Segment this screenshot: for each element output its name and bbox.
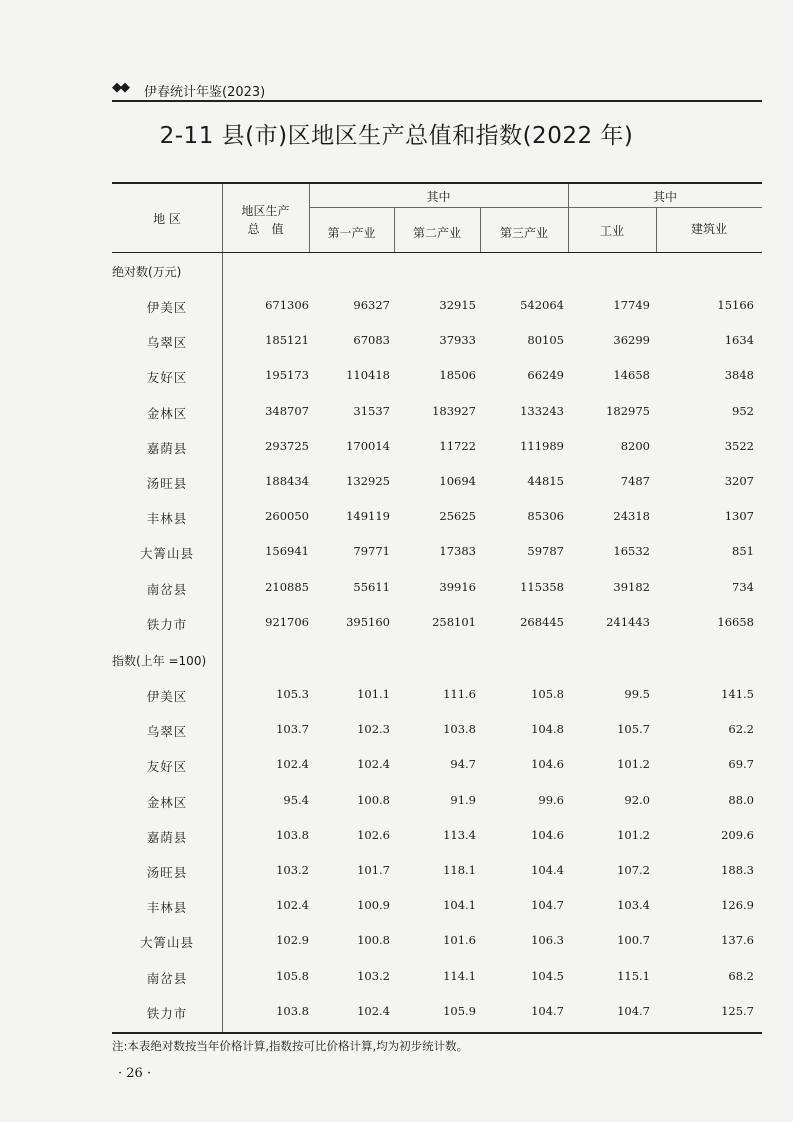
header-group-industries: 其中 xyxy=(426,190,451,204)
region-name: 金林区 xyxy=(146,794,188,810)
table-cell: 103.7 xyxy=(276,722,309,737)
table-cell: 103.8 xyxy=(276,827,309,842)
table-cell: 100.7 xyxy=(617,933,650,948)
table-cell: 31537 xyxy=(353,403,390,418)
table-cell: 55611 xyxy=(353,579,390,594)
table-cell: 105.7 xyxy=(617,722,650,737)
table-cell: 91.9 xyxy=(450,792,476,807)
region-name: 嘉荫县 xyxy=(146,440,188,456)
table-cell: 103.2 xyxy=(357,968,390,983)
table-cell: 182975 xyxy=(606,403,650,418)
table-cell: 17383 xyxy=(439,544,476,559)
header-divider xyxy=(309,207,568,208)
table-cell: 103.4 xyxy=(617,898,650,913)
table-cell: 95.4 xyxy=(283,792,309,807)
table-cell: 1307 xyxy=(724,509,754,524)
table-cell: 68.2 xyxy=(728,968,754,983)
region-name: 南岔县 xyxy=(146,581,188,597)
table-cell: 36299 xyxy=(613,333,650,348)
table-cell: 94.7 xyxy=(450,757,476,772)
table-cell: 37933 xyxy=(439,333,476,348)
table-cell: 113.4 xyxy=(443,827,476,842)
table-cell: 16658 xyxy=(717,614,754,629)
table-cell: 104.8 xyxy=(531,722,564,737)
table-cell: 25625 xyxy=(439,509,476,524)
table-cell: 103.2 xyxy=(276,863,309,877)
table-row xyxy=(112,1004,762,1024)
table-cell: 101.1 xyxy=(357,687,390,701)
page-number: · 26 · xyxy=(118,1066,152,1081)
table-cell: 241443 xyxy=(606,614,650,629)
table-top-rule xyxy=(112,182,762,184)
table-cell: 185121 xyxy=(265,333,309,348)
header-industry: 工业 xyxy=(599,224,624,238)
table-cell: 293725 xyxy=(265,438,309,453)
table-cell: 32915 xyxy=(439,298,476,312)
section-label-index: 指数(上年 =100) xyxy=(112,654,207,668)
table-row xyxy=(112,757,762,777)
table-cell: 149119 xyxy=(346,509,390,524)
table-cell: 11722 xyxy=(439,438,476,453)
table-row xyxy=(112,298,762,318)
table-cell: 210885 xyxy=(265,579,309,594)
table-row xyxy=(112,828,762,848)
table-header-rule xyxy=(112,252,762,253)
table-cell: 156941 xyxy=(265,544,309,559)
section-label-absolute: 绝对数(万元) xyxy=(112,265,182,279)
region-name: 铁力市 xyxy=(146,1005,188,1021)
table-cell: 102.3 xyxy=(357,722,390,737)
table-cell: 104.7 xyxy=(531,1003,564,1018)
table-row xyxy=(112,544,762,564)
diamond-icon: ◆◆ xyxy=(112,80,128,95)
table-cell: 39916 xyxy=(439,579,476,594)
table-cell: 103.8 xyxy=(276,1003,309,1018)
table-cell: 104.5 xyxy=(531,968,564,983)
region-name: 大箐山县 xyxy=(139,546,194,562)
region-name: 汤旺县 xyxy=(146,865,188,880)
table-cell: 258101 xyxy=(432,614,476,629)
table-cell: 88.0 xyxy=(728,792,754,807)
table-cell: 102.4 xyxy=(276,898,309,913)
table-cell: 125.7 xyxy=(721,1003,754,1018)
table-cell: 102.4 xyxy=(276,757,309,772)
table-cell: 115.1 xyxy=(617,968,650,983)
table-cell: 18506 xyxy=(439,368,476,383)
table-cell: 107.2 xyxy=(617,863,650,877)
table-row xyxy=(112,615,762,635)
table-cell: 348707 xyxy=(265,403,309,418)
header-region: 地 区 xyxy=(153,212,181,226)
table-cell: 104.6 xyxy=(531,827,564,842)
table-cell: 268445 xyxy=(520,614,564,629)
header-construction: 建筑业 xyxy=(690,222,727,236)
table-cell: 105.8 xyxy=(531,687,564,701)
table-row xyxy=(112,969,762,989)
table-row xyxy=(112,368,762,388)
table-cell: 104.4 xyxy=(531,863,564,877)
table-cell: 106.3 xyxy=(531,933,564,948)
table-cell: 101.7 xyxy=(357,863,390,877)
table-cell: 85306 xyxy=(527,509,564,524)
region-name: 伊美区 xyxy=(146,689,188,704)
table-cell: 111989 xyxy=(520,438,564,453)
header-secondary: 第二产业 xyxy=(412,226,461,240)
table-cell: 734 xyxy=(732,579,754,594)
table-cell: 66249 xyxy=(527,368,564,383)
table-row xyxy=(112,509,762,529)
table-row xyxy=(112,898,762,918)
header-gdp-line1: 地区生产 xyxy=(241,204,290,218)
table-cell: 100.8 xyxy=(357,933,390,948)
table-cell: 101.6 xyxy=(443,933,476,948)
table-cell: 141.5 xyxy=(721,687,754,701)
table-row xyxy=(112,863,762,883)
region-name: 汤旺县 xyxy=(146,476,188,491)
table-cell: 79771 xyxy=(353,544,390,559)
header-tertiary: 第三产业 xyxy=(499,226,548,240)
header-primary: 第一产业 xyxy=(327,226,376,240)
region-name: 友好区 xyxy=(146,370,188,386)
table-cell: 102.9 xyxy=(276,933,309,948)
region-name: 丰林县 xyxy=(146,511,188,527)
table-cell: 188434 xyxy=(265,474,309,488)
table-cell: 101.2 xyxy=(617,757,650,772)
table-row xyxy=(112,474,762,494)
table-cell: 102.6 xyxy=(357,827,390,842)
header-rule xyxy=(112,100,762,102)
table-cell: 17749 xyxy=(613,298,650,312)
region-name: 乌翠区 xyxy=(146,335,188,351)
table-cell: 183927 xyxy=(432,403,476,418)
table-cell: 14658 xyxy=(613,368,650,383)
table-cell: 104.1 xyxy=(443,898,476,913)
region-name: 金林区 xyxy=(146,405,188,421)
table-cell: 80105 xyxy=(527,333,564,348)
table-cell: 104.6 xyxy=(531,757,564,772)
region-name: 铁力市 xyxy=(146,616,188,632)
table-cell: 67083 xyxy=(353,333,390,348)
table-row xyxy=(112,404,762,424)
table-cell: 103.8 xyxy=(443,722,476,737)
table-cell: 99.6 xyxy=(538,792,564,807)
table-cell: 110418 xyxy=(346,368,390,383)
table-cell: 209.6 xyxy=(721,827,754,842)
table-cell: 104.7 xyxy=(531,898,564,913)
table-cell: 395160 xyxy=(346,614,390,629)
table-cell: 111.6 xyxy=(443,687,476,701)
table-cell: 115358 xyxy=(520,579,564,594)
header-gdp-line2: 总 值 xyxy=(247,222,284,236)
table-cell: 101.2 xyxy=(617,827,650,842)
table-cell: 44815 xyxy=(527,474,564,488)
table-cell: 15166 xyxy=(717,298,754,312)
table-row xyxy=(112,333,762,353)
region-name: 丰林县 xyxy=(146,900,188,916)
table-cell: 100.9 xyxy=(357,898,390,913)
table-cell: 3207 xyxy=(724,474,754,488)
table-row xyxy=(112,439,762,459)
table-cell: 542064 xyxy=(520,298,564,312)
table-cell: 59787 xyxy=(527,544,564,559)
table-cell: 118.1 xyxy=(443,863,476,877)
running-header xyxy=(112,78,762,102)
table-cell: 1634 xyxy=(724,333,754,348)
region-name: 乌翠区 xyxy=(146,724,188,740)
table-cell: 69.7 xyxy=(728,757,754,772)
table-cell: 92.0 xyxy=(624,792,650,807)
region-name: 大箐山县 xyxy=(139,935,194,951)
table-cell: 96327 xyxy=(353,298,390,312)
table-cell: 102.4 xyxy=(357,1003,390,1018)
table-cell: 137.6 xyxy=(721,933,754,948)
table-cell: 170014 xyxy=(346,438,390,453)
table-cell: 952 xyxy=(732,403,754,418)
table-cell: 105.3 xyxy=(276,687,309,701)
table-row xyxy=(112,687,762,707)
table-cell: 260050 xyxy=(265,509,309,524)
table-cell: 39182 xyxy=(613,579,650,594)
table-cell: 10694 xyxy=(439,474,476,488)
table-bottom-rule xyxy=(112,1032,762,1034)
table-cell: 851 xyxy=(732,544,754,559)
table-cell: 195173 xyxy=(265,368,309,383)
table-cell: 16532 xyxy=(613,544,650,559)
region-name: 友好区 xyxy=(146,759,188,775)
table-cell: 3848 xyxy=(724,368,754,383)
table-cell: 671306 xyxy=(265,298,309,312)
table-cell: 921706 xyxy=(265,614,309,629)
region-name: 伊美区 xyxy=(146,300,188,315)
table-cell: 188.3 xyxy=(721,863,754,877)
table-cell: 8200 xyxy=(620,438,650,453)
table-cell: 99.5 xyxy=(624,687,650,701)
table-row xyxy=(112,722,762,742)
table-cell: 105.9 xyxy=(443,1003,476,1018)
table-cell: 133243 xyxy=(520,403,564,418)
table-row xyxy=(112,793,762,813)
table-cell: 3522 xyxy=(724,438,754,453)
table-cell: 132925 xyxy=(346,474,390,488)
running-header-text: 伊春统计年鉴(2023) xyxy=(144,85,266,100)
table-row xyxy=(112,933,762,953)
table-row xyxy=(112,580,762,600)
region-name: 嘉荫县 xyxy=(146,829,188,845)
table-cell: 24318 xyxy=(613,509,650,524)
table-cell: 105.8 xyxy=(276,968,309,983)
region-name: 南岔县 xyxy=(146,970,188,986)
table-note: 注:本表绝对数按当年价格计算,指数按可比价格计算,均为初步统计数。 xyxy=(112,1039,469,1053)
table-cell: 100.8 xyxy=(357,792,390,807)
table-cell: 102.4 xyxy=(357,757,390,772)
table-cell: 114.1 xyxy=(443,968,476,983)
table-cell: 62.2 xyxy=(728,722,754,737)
page-title: 2-11 县(市)区地区生产总值和指数(2022 年) xyxy=(159,123,634,149)
table-cell: 126.9 xyxy=(721,898,754,913)
header-group-secondary: 其中 xyxy=(652,190,677,204)
header-divider xyxy=(568,207,762,208)
table-cell: 7487 xyxy=(620,474,650,488)
table-cell: 104.7 xyxy=(617,1003,650,1018)
